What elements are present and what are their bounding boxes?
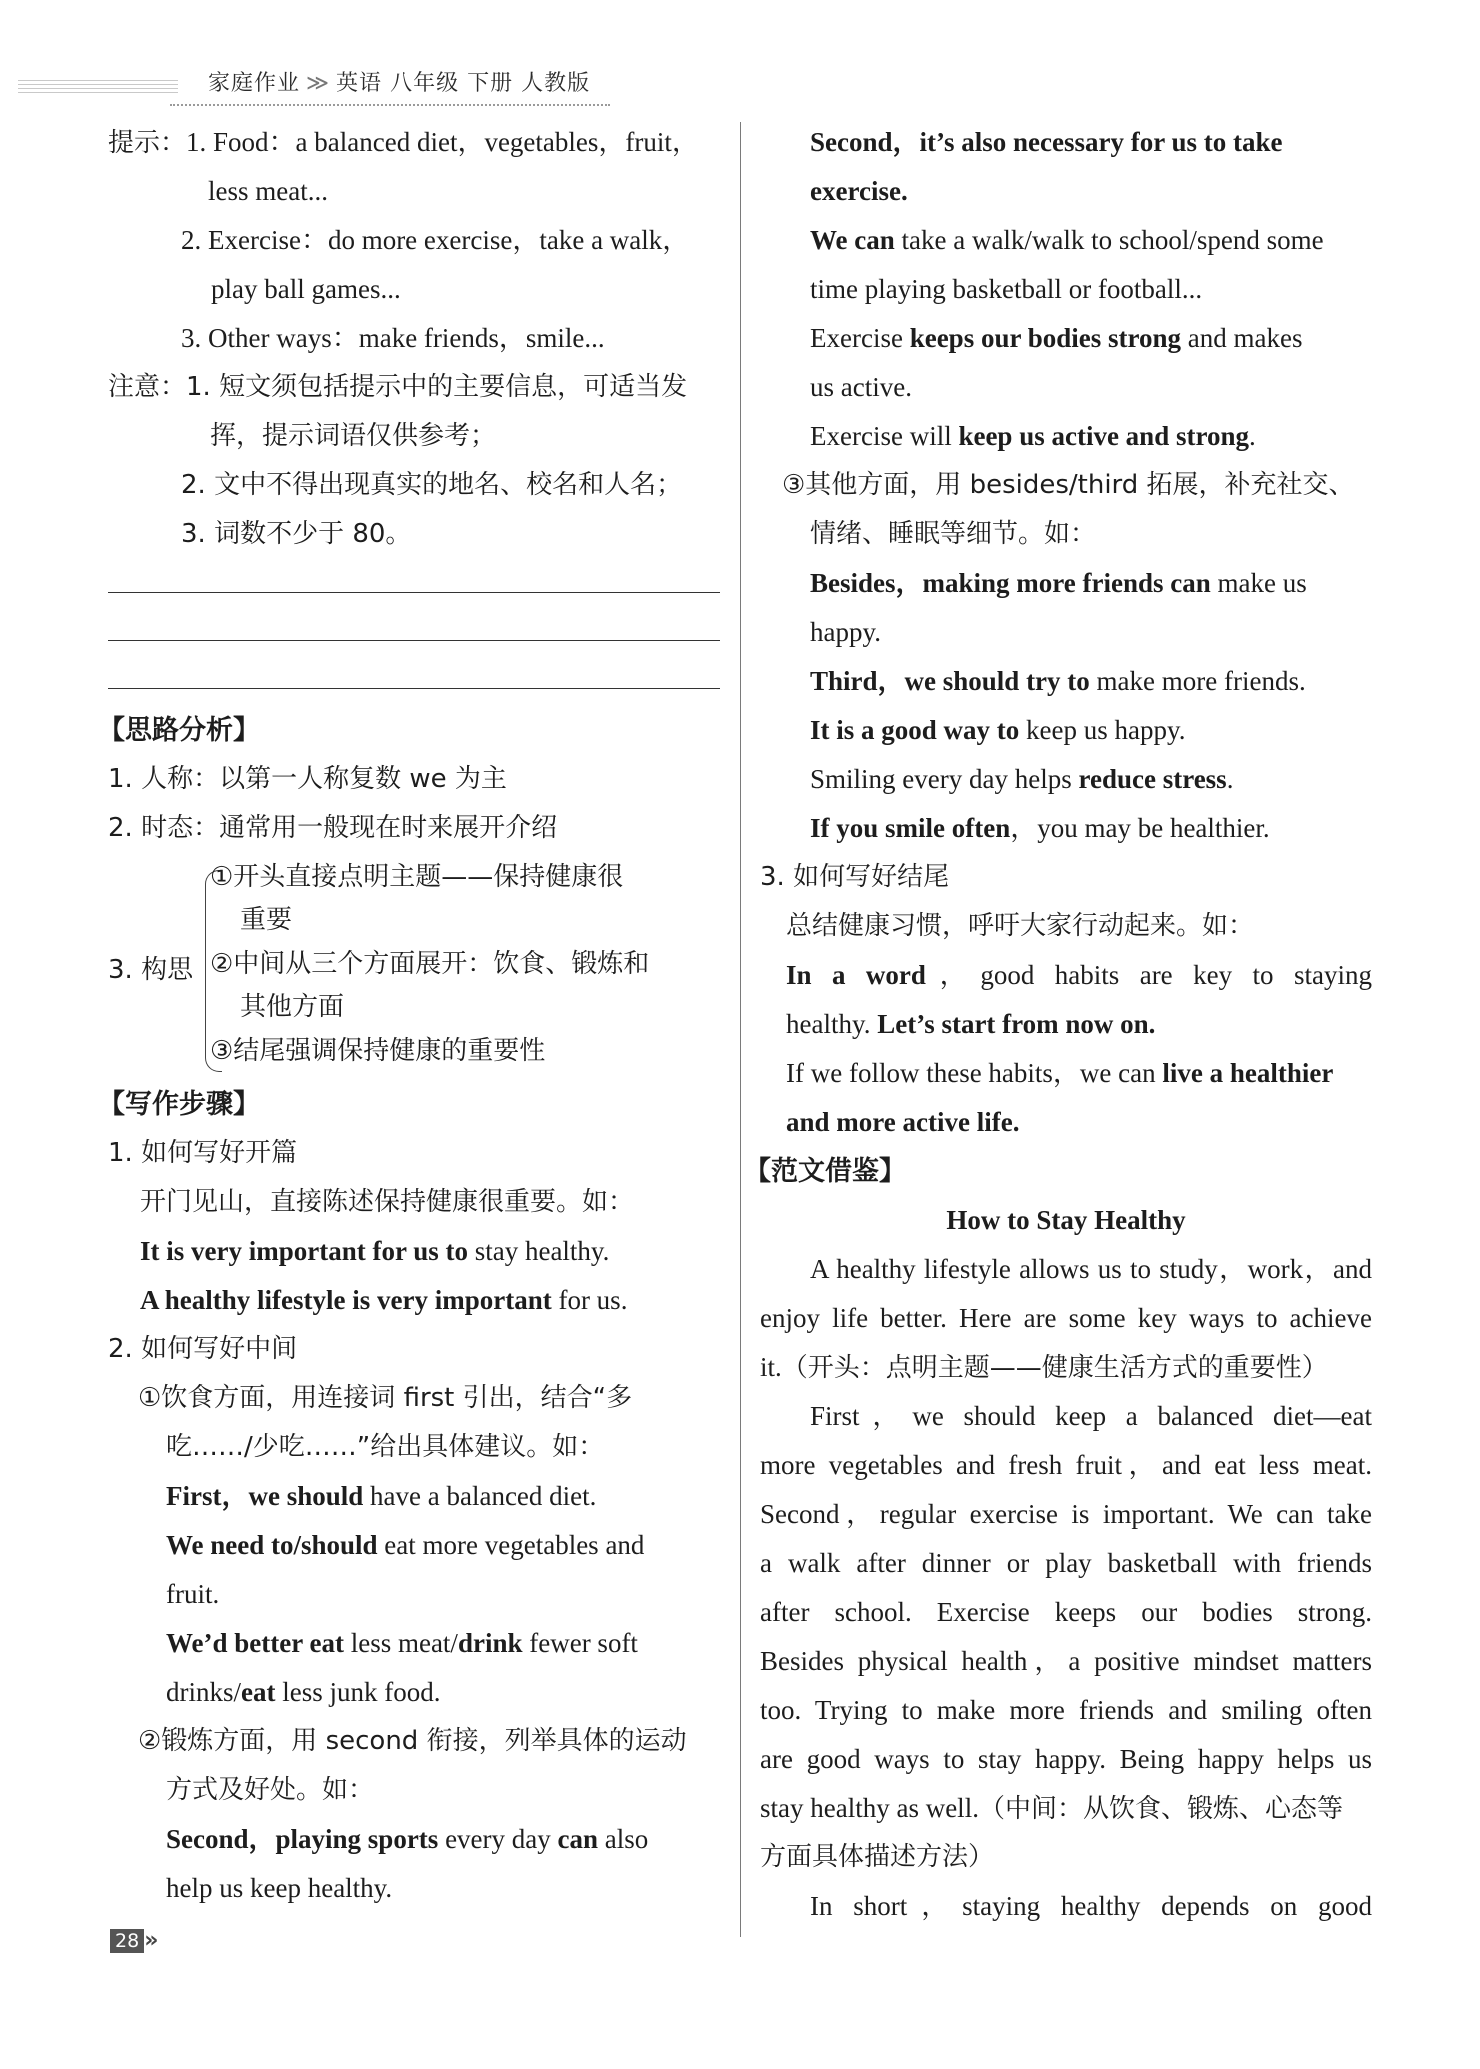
- model-p2-b: [760, 1441, 1372, 1490]
- diet-example-3-cont-2: less junk food.: [275, 1677, 441, 1707]
- model-p2-e-text: after school. Exercise keeps our bodies strong.: [760, 1597, 1372, 1627]
- hint-label: 提示：: [108, 128, 187, 158]
- steps-heading: 【写作步骤】: [98, 1089, 260, 1120]
- other-example-5-text: ，you may be healthier.: [1010, 813, 1270, 843]
- answer-line-3: [108, 688, 720, 689]
- model-p2-h-text: are good ways to stay happy. Being happy helps us: [760, 1744, 1372, 1774]
- model-p2-a-text: First，we should keep a balanced diet—eat: [810, 1401, 1372, 1431]
- outline-1a: ①开头直接点明主题——保持健康很: [210, 862, 624, 892]
- opening-example-2-bold: A healthy lifestyle is very important: [140, 1285, 552, 1315]
- header-subject: 英语: [336, 71, 383, 96]
- model-p2-c: [760, 1490, 1372, 1539]
- page-number: 28: [110, 1929, 144, 1953]
- exercise-example-3-bold: We can: [810, 225, 895, 255]
- opening-example-1-bold: It is very important for us to: [140, 1236, 468, 1266]
- exercise-example-5-end: .: [1248, 421, 1256, 451]
- hint-2a: 2. Exercise：do more exercise，take a walk，: [181, 225, 690, 255]
- analysis-2: 2. 时态：通常用一般现在时来展开介绍: [108, 813, 558, 843]
- note-2: 2. 文中不得出现真实的地名、校名和人名；: [181, 470, 683, 500]
- model-p2-d: [760, 1539, 1372, 1588]
- other-example-2-text: make more friends.: [1089, 666, 1306, 696]
- exercise-example-4-bold: keeps our bodies strong: [909, 323, 1182, 353]
- exercise-example-1: [166, 1815, 648, 1864]
- model-p1-note: （开头：点明主题——健康生活方式的重要性）: [781, 1353, 1328, 1383]
- other-example-4: [810, 755, 1233, 804]
- exercise-example-2-cont-bold: exercise.: [810, 176, 908, 206]
- model-p2-e: [760, 1588, 1372, 1637]
- exercise-example-4-cont: us active.: [810, 372, 912, 402]
- exercise-example-1-bold-2: can: [557, 1824, 599, 1854]
- diet-example-3-text-2: fewer soft: [522, 1628, 638, 1658]
- answer-line-1: [108, 592, 720, 593]
- exercise-example-2: [810, 118, 1282, 167]
- model-p2-g: [760, 1686, 1372, 1735]
- header-grade: 八年级: [390, 71, 460, 96]
- note-line-1: [108, 363, 687, 412]
- closing-example-3-bold: live a healthier: [1162, 1058, 1334, 1088]
- closing-example-1-bold: In a word: [786, 960, 926, 990]
- analysis-3-label: 3. 构思: [108, 955, 194, 985]
- other-example-4-text: Smiling every day helps: [810, 764, 1079, 794]
- closing-example-4: [786, 1098, 1019, 1147]
- step-2: 2. 如何写好中间: [108, 1334, 298, 1364]
- model-p2-note-1: （中间：从饮食、锻炼、心态等: [978, 1794, 1343, 1824]
- column-divider: [740, 122, 741, 1937]
- exercise-example-4: [810, 314, 1302, 363]
- exercise-example-3: [810, 216, 1324, 265]
- opening-example-2: [140, 1276, 627, 1325]
- diet-example-1: [166, 1472, 596, 1521]
- exercise-example-1-bold-1: Second，playing sports: [166, 1824, 439, 1854]
- header-arrow-icon: ≫: [306, 71, 331, 96]
- other-example-1-bold: Besides，making more friends can: [810, 568, 1211, 598]
- header-book: 家庭作业: [208, 71, 301, 96]
- exercise-example-5-bold: keep us active and strong: [958, 421, 1249, 451]
- note-1b: 挥，提示词语仅供参考；: [210, 421, 497, 451]
- header-divider: [170, 104, 610, 106]
- note-3: 3. 词数不少于 80。: [181, 519, 412, 549]
- step-2-diet-b: 吃……/少吃……”给出具体建议。如：: [166, 1432, 605, 1462]
- diet-example-3: [166, 1619, 638, 1668]
- outline-2a: ②中间从三个方面展开：饮食、锻炼和: [210, 949, 650, 979]
- other-example-4-bold: reduce stress: [1078, 764, 1227, 794]
- hint-line-1: [108, 118, 699, 168]
- step-1: 1. 如何写好开篇: [108, 1138, 298, 1168]
- model-p1-a: [760, 1245, 1372, 1294]
- opening-example-1: [140, 1227, 609, 1276]
- closing-example-1-text: ，good habits are key to staying: [925, 960, 1372, 990]
- other-example-3-text: keep us happy.: [1019, 715, 1186, 745]
- closing-example-3-text: If we follow these habits，we can: [786, 1058, 1163, 1088]
- model-p2-h: [760, 1735, 1372, 1784]
- diet-example-2-bold: We need to/should: [166, 1530, 378, 1560]
- other-aspect-a: ③其他方面，用 besides/third 拓展，补充社交、: [782, 470, 1355, 500]
- step-2-exercise-a: ②锻炼方面，用 second 衔接，列举具体的运动: [138, 1726, 687, 1756]
- exercise-example-1-text-1: every day: [438, 1824, 558, 1854]
- closing-example-3: [786, 1049, 1333, 1098]
- exercise-example-4-text-2: and makes: [1181, 323, 1303, 353]
- model-p3-a-text: In short，staying healthy depends on good: [810, 1891, 1372, 1921]
- closing-example-1: [786, 951, 1372, 1000]
- step-3: 3. 如何写好结尾: [760, 862, 950, 892]
- model-p1-c: [760, 1343, 1328, 1393]
- closing-example-2: [786, 1000, 1155, 1049]
- diet-example-3-cont-bold: eat: [241, 1677, 276, 1707]
- model-p2-i-text: stay healthy as well.: [760, 1793, 979, 1823]
- model-p1-c-text: it.: [760, 1352, 782, 1382]
- double-chevron-icon: »: [144, 1928, 159, 1953]
- model-p2-f: [760, 1637, 1372, 1686]
- diet-example-2-cont: fruit.: [166, 1579, 220, 1609]
- diet-example-1-bold: First，we should: [166, 1481, 364, 1511]
- other-example-1-cont: happy.: [810, 617, 881, 647]
- model-p2-f-text: Besides physical health，a positive mindset matters: [760, 1646, 1372, 1676]
- exercise-example-1-cont: help us keep healthy.: [166, 1873, 393, 1903]
- diet-example-3-cont: [166, 1668, 441, 1717]
- model-p3-a: [760, 1882, 1372, 1931]
- hint-2b: play ball games...: [211, 274, 401, 304]
- exercise-example-3-text: take a walk/walk to school/spend some: [894, 225, 1324, 255]
- hint-1b: less meat...: [208, 176, 328, 206]
- step-2-diet-a: ①饮食方面，用连接词 first 引出，结合“多: [138, 1383, 633, 1413]
- closing-example-4-bold: and more active life.: [786, 1107, 1020, 1137]
- other-example-3: [810, 706, 1185, 755]
- step-3-desc: 总结健康习惯，呼吁大家行动起来。如：: [786, 911, 1255, 941]
- opening-example-1-text: stay healthy.: [467, 1236, 610, 1266]
- opening-example-2-text: for us.: [551, 1285, 628, 1315]
- other-example-5-bold: If you smile often: [810, 813, 1011, 843]
- note-1a: 1. 短文须包括提示中的主要信息，可适当发: [186, 372, 688, 402]
- diet-example-3-bold-1: We’d better eat: [166, 1628, 344, 1658]
- analysis-heading: 【思路分析】: [98, 715, 260, 746]
- header-decoration: [18, 80, 178, 94]
- model-p2-b-text: more vegetables and fresh fruit，and eat less meat.: [760, 1450, 1372, 1480]
- diet-example-3-bold-2: drink: [457, 1628, 523, 1658]
- exercise-example-2-cont: [810, 167, 908, 216]
- diet-example-1-text: have a balanced diet.: [363, 1481, 597, 1511]
- model-p2-i: [760, 1784, 1343, 1834]
- header-edition: 人教版: [521, 71, 591, 96]
- header-title: [208, 66, 590, 97]
- other-example-1: [810, 559, 1307, 608]
- model-p2-g-text: too. Trying to make more friends and smiling often: [760, 1695, 1372, 1725]
- exercise-example-3-cont: time playing basketball or football...: [810, 274, 1203, 304]
- exercise-example-5: [810, 412, 1256, 461]
- answer-line-2: [108, 640, 720, 641]
- other-example-3-bold: It is a good way to: [810, 715, 1020, 745]
- model-p2-d-text: a walk after dinner or play basketball with friends: [760, 1548, 1372, 1578]
- step-2-exercise-b: 方式及好处。如：: [166, 1775, 375, 1805]
- analysis-1: 1. 人称：以第一人称复数 we 为主: [108, 764, 507, 794]
- outline-3: ③结尾强调保持健康的重要性: [210, 1036, 546, 1066]
- page-number-badge: [110, 1928, 158, 1953]
- model-p1-a-text: A healthy lifestyle allows us to study，work，and: [810, 1254, 1372, 1284]
- model-title: How to Stay Healthy: [946, 1205, 1186, 1235]
- model-heading: 【范文借鉴】: [744, 1156, 906, 1187]
- exercise-example-2-bold: Second，it’s also necessary for us to take: [810, 127, 1283, 157]
- closing-example-2-text: healthy.: [786, 1009, 878, 1039]
- step-1-desc: 开门见山，直接陈述保持健康很重要。如：: [140, 1187, 635, 1217]
- other-example-5: [810, 804, 1270, 853]
- other-example-2-bold: Third，we should try to: [810, 666, 1090, 696]
- other-example-4-end: .: [1226, 764, 1234, 794]
- diet-example-2-text: eat more vegetables and: [377, 1530, 645, 1560]
- diet-example-2: [166, 1521, 644, 1570]
- outline-2b: 其他方面: [240, 992, 345, 1022]
- diet-example-3-cont-1: drinks/: [166, 1677, 242, 1707]
- page-header: [0, 58, 620, 108]
- exercise-example-5-text: Exercise will: [810, 421, 959, 451]
- model-p1-b: [760, 1294, 1372, 1343]
- model-p2-c-text: Second，regular exercise is important. We can take: [760, 1499, 1372, 1529]
- model-p2-a: [760, 1392, 1372, 1441]
- diet-example-3-text-1: less meat/: [343, 1628, 458, 1658]
- exercise-example-1-text-2: also: [598, 1824, 649, 1854]
- hint-3: 3. Other ways：make friends，smile...: [181, 323, 605, 353]
- other-example-1-text: make us: [1210, 568, 1307, 598]
- other-example-2: [810, 657, 1306, 706]
- note-label: 注意：: [108, 372, 187, 402]
- header-volume: 下册: [467, 71, 514, 96]
- model-p2-note-2: 方面具体描述方法）: [760, 1842, 995, 1872]
- outline-1b: 重要: [240, 905, 293, 935]
- model-p1-b-text: enjoy life better. Here are some key ways to achieve: [760, 1303, 1372, 1333]
- exercise-example-4-text-1: Exercise: [810, 323, 910, 353]
- other-aspect-b: 情绪、睡眠等细节。如：: [810, 519, 1097, 549]
- closing-example-2-bold: Let’s start from now on.: [877, 1009, 1156, 1039]
- hint-1a: 1. Food：a balanced diet，vegetables，fruit，: [186, 127, 699, 157]
